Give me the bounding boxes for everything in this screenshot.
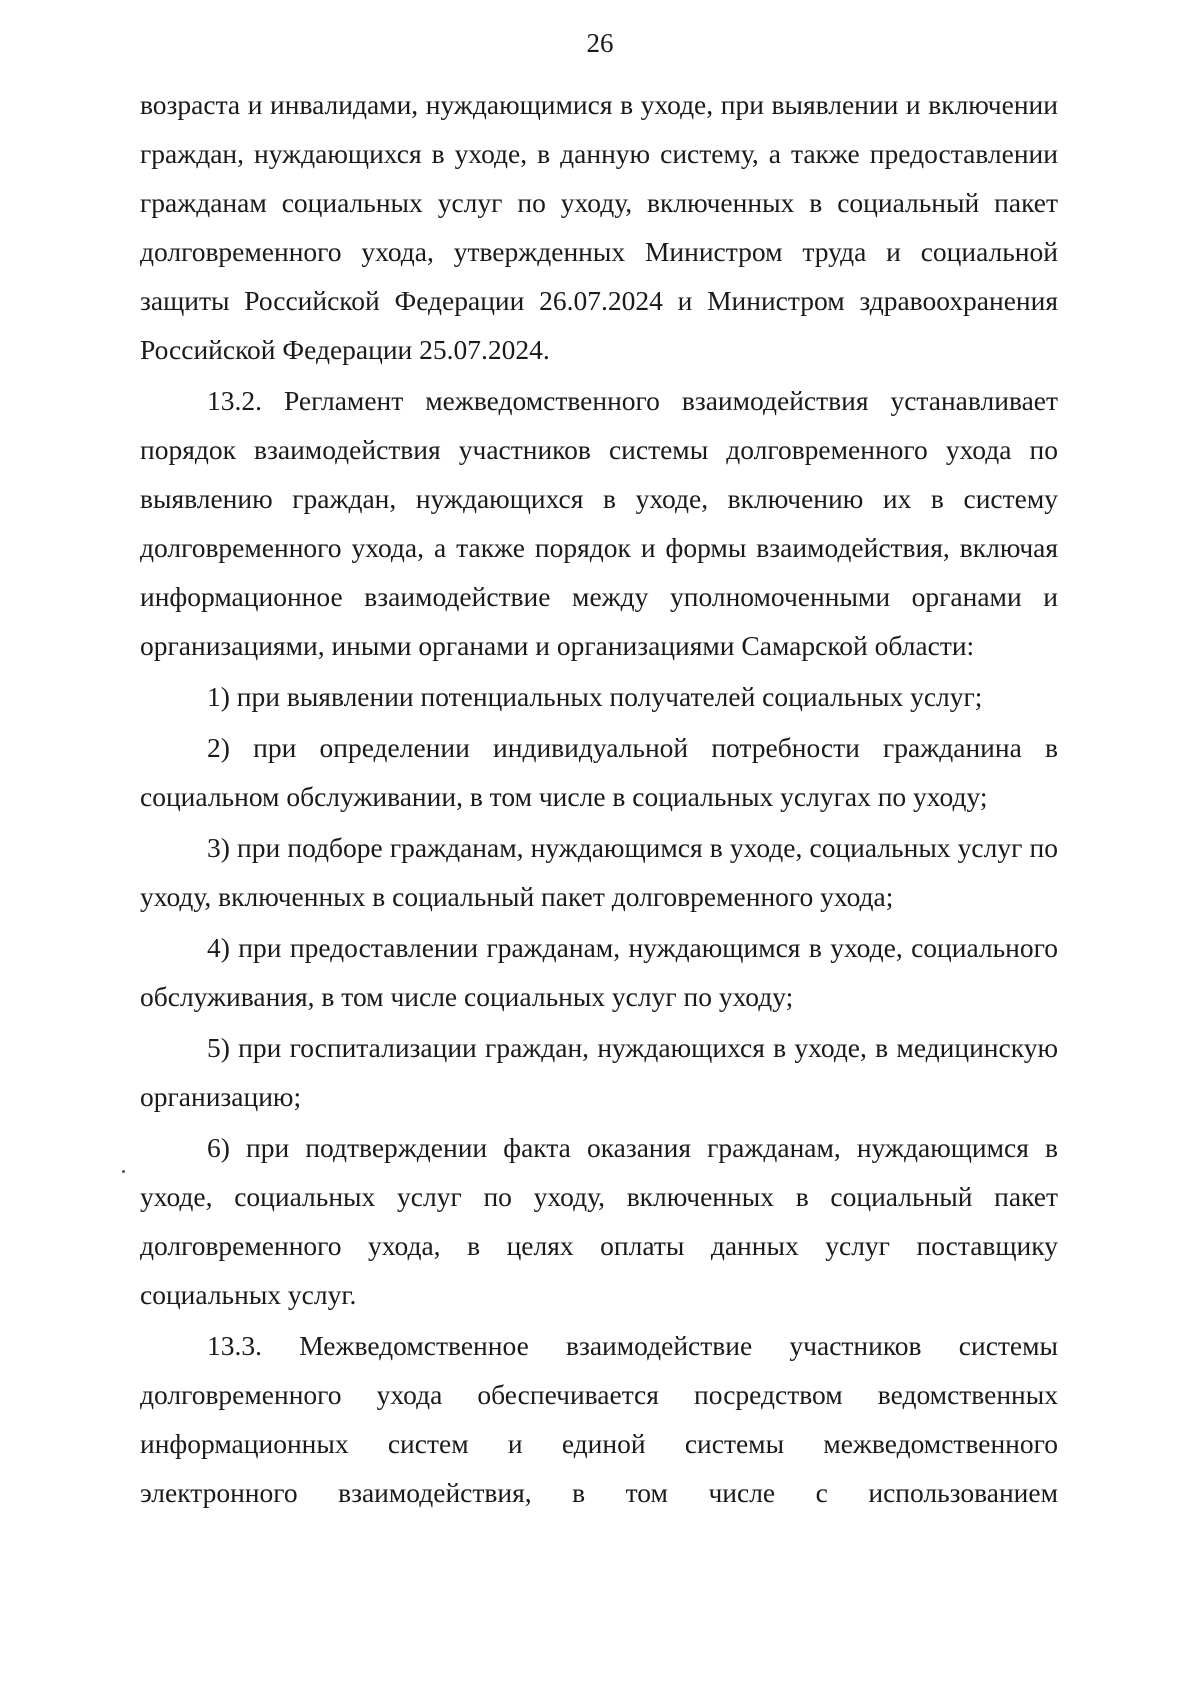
list-item-6: 6) при подтверждении факта оказания гражданам, нуждающимся в уходе, социальных услуг по уходу, включенных в социальный пакет долговременного ухода, в целях оплаты данных услуг поставщику социальных услуг. bbox=[140, 1132, 1058, 1310]
list-item-3: 3) при подборе гражданам, нуждающимся в уходе, социальных услуг по уходу, включенных в социальный пакет долговременного ухода; bbox=[140, 832, 1058, 912]
list-item-2: 2) при определении индивидуальной потребности гражданина в социальном обслуживании, в том числе в социальных услугах по уходу; bbox=[140, 732, 1058, 812]
page-number: 26 bbox=[586, 28, 614, 58]
list-item-4: 4) при предоставлении гражданам, нуждающимся в уходе, социального обслуживания, в том числе социальных услуг по уходу; bbox=[140, 932, 1058, 1012]
list-item-5: 5) при госпитализации граждан, нуждающихся в уходе, в медицинскую организацию; bbox=[140, 1032, 1058, 1112]
paragraph-13-2: 13.2. Регламент межведомственного взаимодействия устанавливает порядок взаимодействия участников системы долговременного ухода по выявлению граждан, нуждающихся в уходе, включению их в систему долговременного ухода, а также порядок и формы взаимодействия, включая информационное взаимодействие между уполномоченными органами и организациями, иными органами и организациями Самарской области: bbox=[140, 385, 1058, 661]
scan-speck bbox=[122, 1170, 125, 1173]
document-body bbox=[140, 80, 1058, 1517]
list-item-1: 1) при выявлении потенциальных получателей социальных услуг; bbox=[207, 681, 983, 712]
paragraph-13-3: 13.3. Межведомственное взаимодействие участников системы долговременного ухода обеспечивается посредством ведомственных информационных систем и единой системы межведомственного электронного взаимодействия, в том числе с использованием bbox=[140, 1330, 1058, 1508]
paragraph-continuation: возраста и инвалидами, нуждающимися в уходе, при выявлении и включении граждан, нуждающихся в уходе, в данную систему, а также предоставлении гражданам социальных услуг по уходу, включенных в социальный пакет долговременного ухода, утвержденных Министром труда и социальной защиты Российской Федерации 26.07.2024 и Министром здравоохранения Российской Федерации 25.07.2024. bbox=[140, 89, 1058, 365]
